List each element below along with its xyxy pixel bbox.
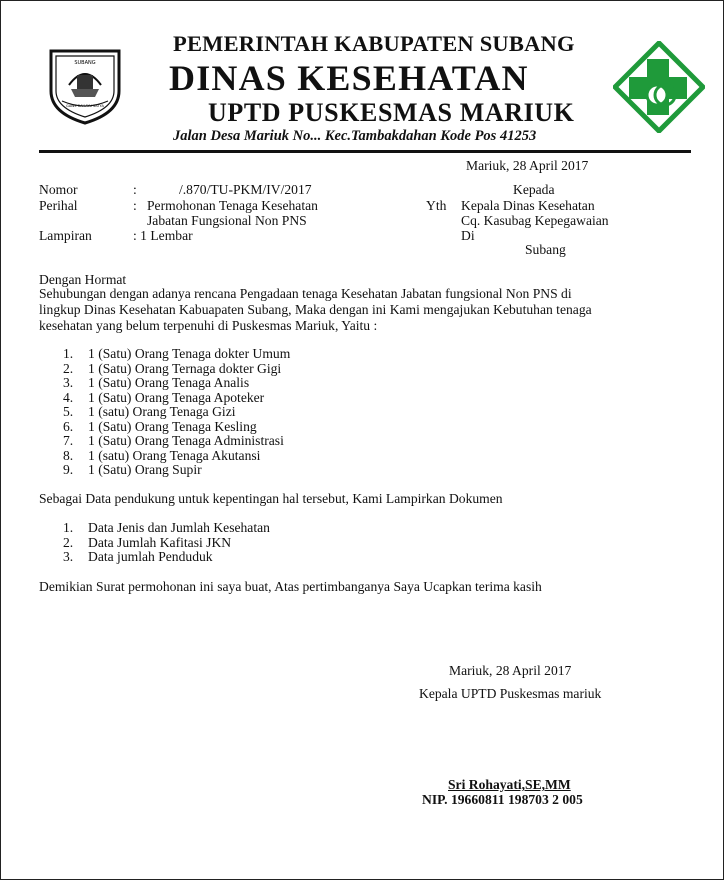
svg-text:SUBANG: SUBANG <box>74 60 96 66</box>
list-item-number: 7. <box>63 433 74 448</box>
list-item-number: 2. <box>63 535 74 550</box>
perihal-line-1: Permohonan Tenaga Kesehatan <box>147 198 318 213</box>
kop-department: DINAS KESEHATAN <box>169 58 529 98</box>
list-item-number: 5. <box>63 404 74 419</box>
intro-line-1: Sehubungan dengan adanya rencana Pengadaan tenaga Kesehatan Jabatan fungsional Non PNS di <box>39 286 572 301</box>
list-item: 1 (Satu) Orang Ternaga dokter Gigi <box>88 361 282 376</box>
list-item: Data jumlah Penduduk <box>88 549 213 564</box>
recipient-line-1: Kepala Dinas Kesehatan <box>461 198 595 213</box>
list-item: Data Jenis dan Jumlah Kesehatan <box>88 520 270 535</box>
recipient-line-4: Subang <box>525 242 566 257</box>
list-item: 1 (satu) Orang Tenaga Gizi <box>88 404 236 419</box>
list-item-number: 8. <box>63 448 74 463</box>
perihal-line-2: Jabatan Fungsional Non PNS <box>147 213 307 228</box>
list-item: 1 (Satu) Orang Tenaga Analis <box>88 375 250 390</box>
nomor-value: /.870/TU-PKM/IV/2017 <box>179 182 312 197</box>
recipient-line-2: Cq. Kasubag Kepegawaian <box>461 213 609 228</box>
list-item: 1 (Satu) Orang Tenaga dokter Umum <box>88 346 291 361</box>
list-item-number: 3. <box>63 549 74 564</box>
list-item: 1 (Satu) Orang Supir <box>88 462 202 477</box>
signatory-nip: NIP. 19660811 198703 2 005 <box>422 792 583 807</box>
list-item: 1 (satu) Orang Tenaga Akutansi <box>88 448 261 463</box>
perihal-label: Perihal <box>39 198 78 213</box>
recipient-kepada: Kepada <box>513 182 555 197</box>
signature-date: Mariuk, 28 April 2017 <box>449 663 572 678</box>
signature-title: Kepala UPTD Puskesmas mariuk <box>419 686 602 701</box>
lampiran-label: Lampiran <box>39 228 92 243</box>
list-item-number: 9. <box>63 462 74 477</box>
kop-unit: UPTD PUSKESMAS MARIUK <box>208 98 575 127</box>
list-item-number: 6. <box>63 419 74 434</box>
header-divider <box>39 150 691 153</box>
intro-line-3: kesehatan yang belum terpenuhi di Puskesmas Mariuk, Yaitu : <box>39 318 378 333</box>
letter-date: Mariuk, 28 April 2017 <box>466 158 589 173</box>
nomor-separator: : <box>133 182 137 197</box>
support-text: Sebagai Data pendukung untuk kepentingan hal tersebut, Kami Lampirkan Dokumen <box>39 491 503 506</box>
list-item: Data Jumlah Kafitasi JKN <box>88 535 232 550</box>
kop-address: Jalan Desa Mariuk No... Kec.Tambakdahan Kode Pos 41253 <box>173 128 537 144</box>
svg-text:GAWE RAHAYU SATYA: GAWE RAHAYU SATYA <box>66 104 104 108</box>
nomor-label: Nomor <box>39 182 78 197</box>
list-item-number: 2. <box>63 361 74 376</box>
perihal-separator: : <box>133 198 137 213</box>
puskesmas-health-logo <box>613 41 705 133</box>
subang-emblem-logo <box>47 45 123 125</box>
lampiran-value: : 1 Lembar <box>133 228 193 243</box>
list-item-number: 3. <box>63 375 74 390</box>
list-item-number: 1. <box>63 346 74 361</box>
list-item: 1 (Satu) Orang Tenaga Administrasi <box>88 433 284 448</box>
list-item-number: 4. <box>63 390 74 405</box>
intro-line-2: lingkup Dinas Kesehatan Kabuapaten Subang, Maka dengan ini Kami mengajukan Kebutuhan tenaga <box>39 302 592 317</box>
list-item: 1 (Satu) Orang Tenaga Kesling <box>88 419 257 434</box>
recipient-line-3: Di <box>461 228 475 243</box>
greeting: Dengan Hormat <box>39 272 127 287</box>
list-item: 1 (Satu) Orang Tenaga Apoteker <box>88 390 265 405</box>
kop-government: PEMERINTAH KABUPATEN SUBANG <box>173 31 575 56</box>
list-item-number: 1. <box>63 520 74 535</box>
closing-text: Demikian Surat permohonan ini saya buat, Atas pertimbanganya Saya Ucapkan terima kasih <box>39 579 542 594</box>
recipient-yth: Yth <box>426 198 447 213</box>
signatory-name: Sri Rohayati,SE,MM <box>448 777 571 792</box>
